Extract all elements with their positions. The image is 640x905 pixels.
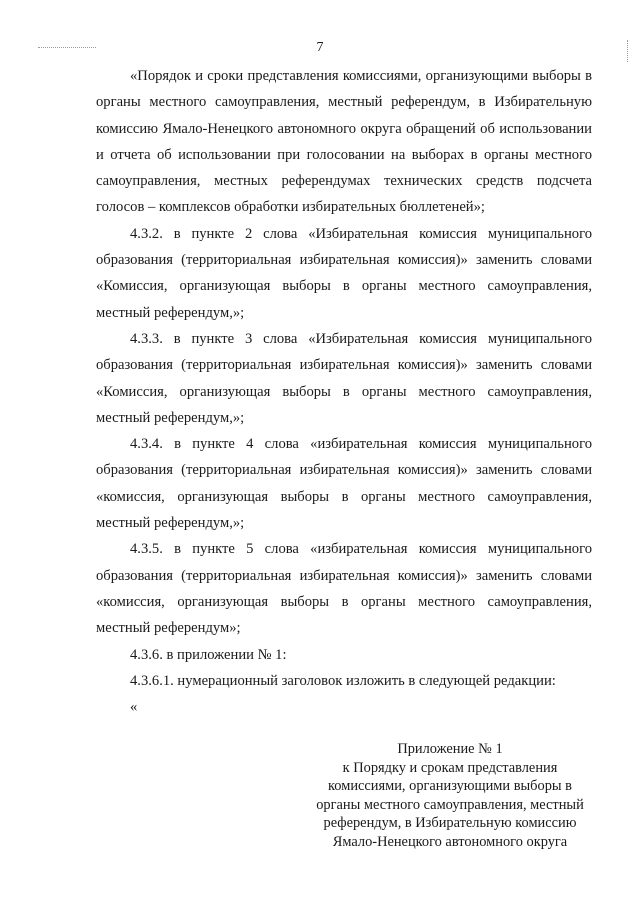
- paragraph-4-3-6-1: 4.3.6.1. нумерационный заголовок изложить в следующей редакции:: [130, 672, 556, 689]
- document-body: [96, 63, 592, 720]
- appendix-line: референдум, в Избирательную комиссию: [323, 815, 577, 832]
- paragraph-title-wording: «Порядок и сроки представления комиссиями, организующими выборы в органы местного самоуправления, местный референдум, в Избирательную комиссию Ямало-Ненецкого автономного округа обращений об использовании и отчета об использовании при голосовании на выборах в органы местного самоуправления, местных референдумах технических средств подсчета голосов – комплексов обработки избирательных бюллетеней»;: [96, 68, 592, 216]
- appendix-line: Приложение № 1: [397, 741, 503, 757]
- paragraph-4-3-3: 4.3.3. в пункте 3 слова «Избирательная комиссия муниципального образования (территориальная избирательная комиссия)» заменить словами «Комиссия, организующая выборы в органы местного самоуправления, местный референдум,»;: [96, 330, 592, 426]
- appendix-header: [300, 740, 600, 852]
- appendix-line: органы местного самоуправления, местный: [316, 796, 584, 813]
- opening-quote-mark: «: [130, 699, 138, 716]
- paragraph-4-3-2: 4.3.2. в пункте 2 слова «Избирательная комиссия муниципального образования (территориальная избирательная комиссия)» заменить словами «Комиссия, организующая выборы в органы местного самоуправления, местный референдум,»;: [96, 225, 592, 321]
- appendix-line: к Порядку и срокам представления: [342, 759, 558, 776]
- page-number: 7: [316, 40, 324, 55]
- appendix-line: комиссиями, организующими выборы в: [328, 778, 572, 795]
- appendix-line: Ямало-Ненецкого автономного округа: [332, 833, 568, 850]
- paragraph-4-3-6: 4.3.6. в приложении № 1:: [130, 646, 287, 663]
- paragraph-4-3-5: 4.3.5. в пункте 5 слова «избирательная комиссия муниципального образования (территориальная избирательная комиссия)» заменить словами «комиссия, организующая выборы в органы местного самоуправления, местный референдум»;: [96, 541, 592, 637]
- paragraph-4-3-4: 4.3.4. в пункте 4 слова «избирательная комиссия муниципального образования (территориальная избирательная комиссия)» заменить словами «комиссия, организующая выборы в органы местного самоуправления, местный референдум,»;: [96, 436, 592, 532]
